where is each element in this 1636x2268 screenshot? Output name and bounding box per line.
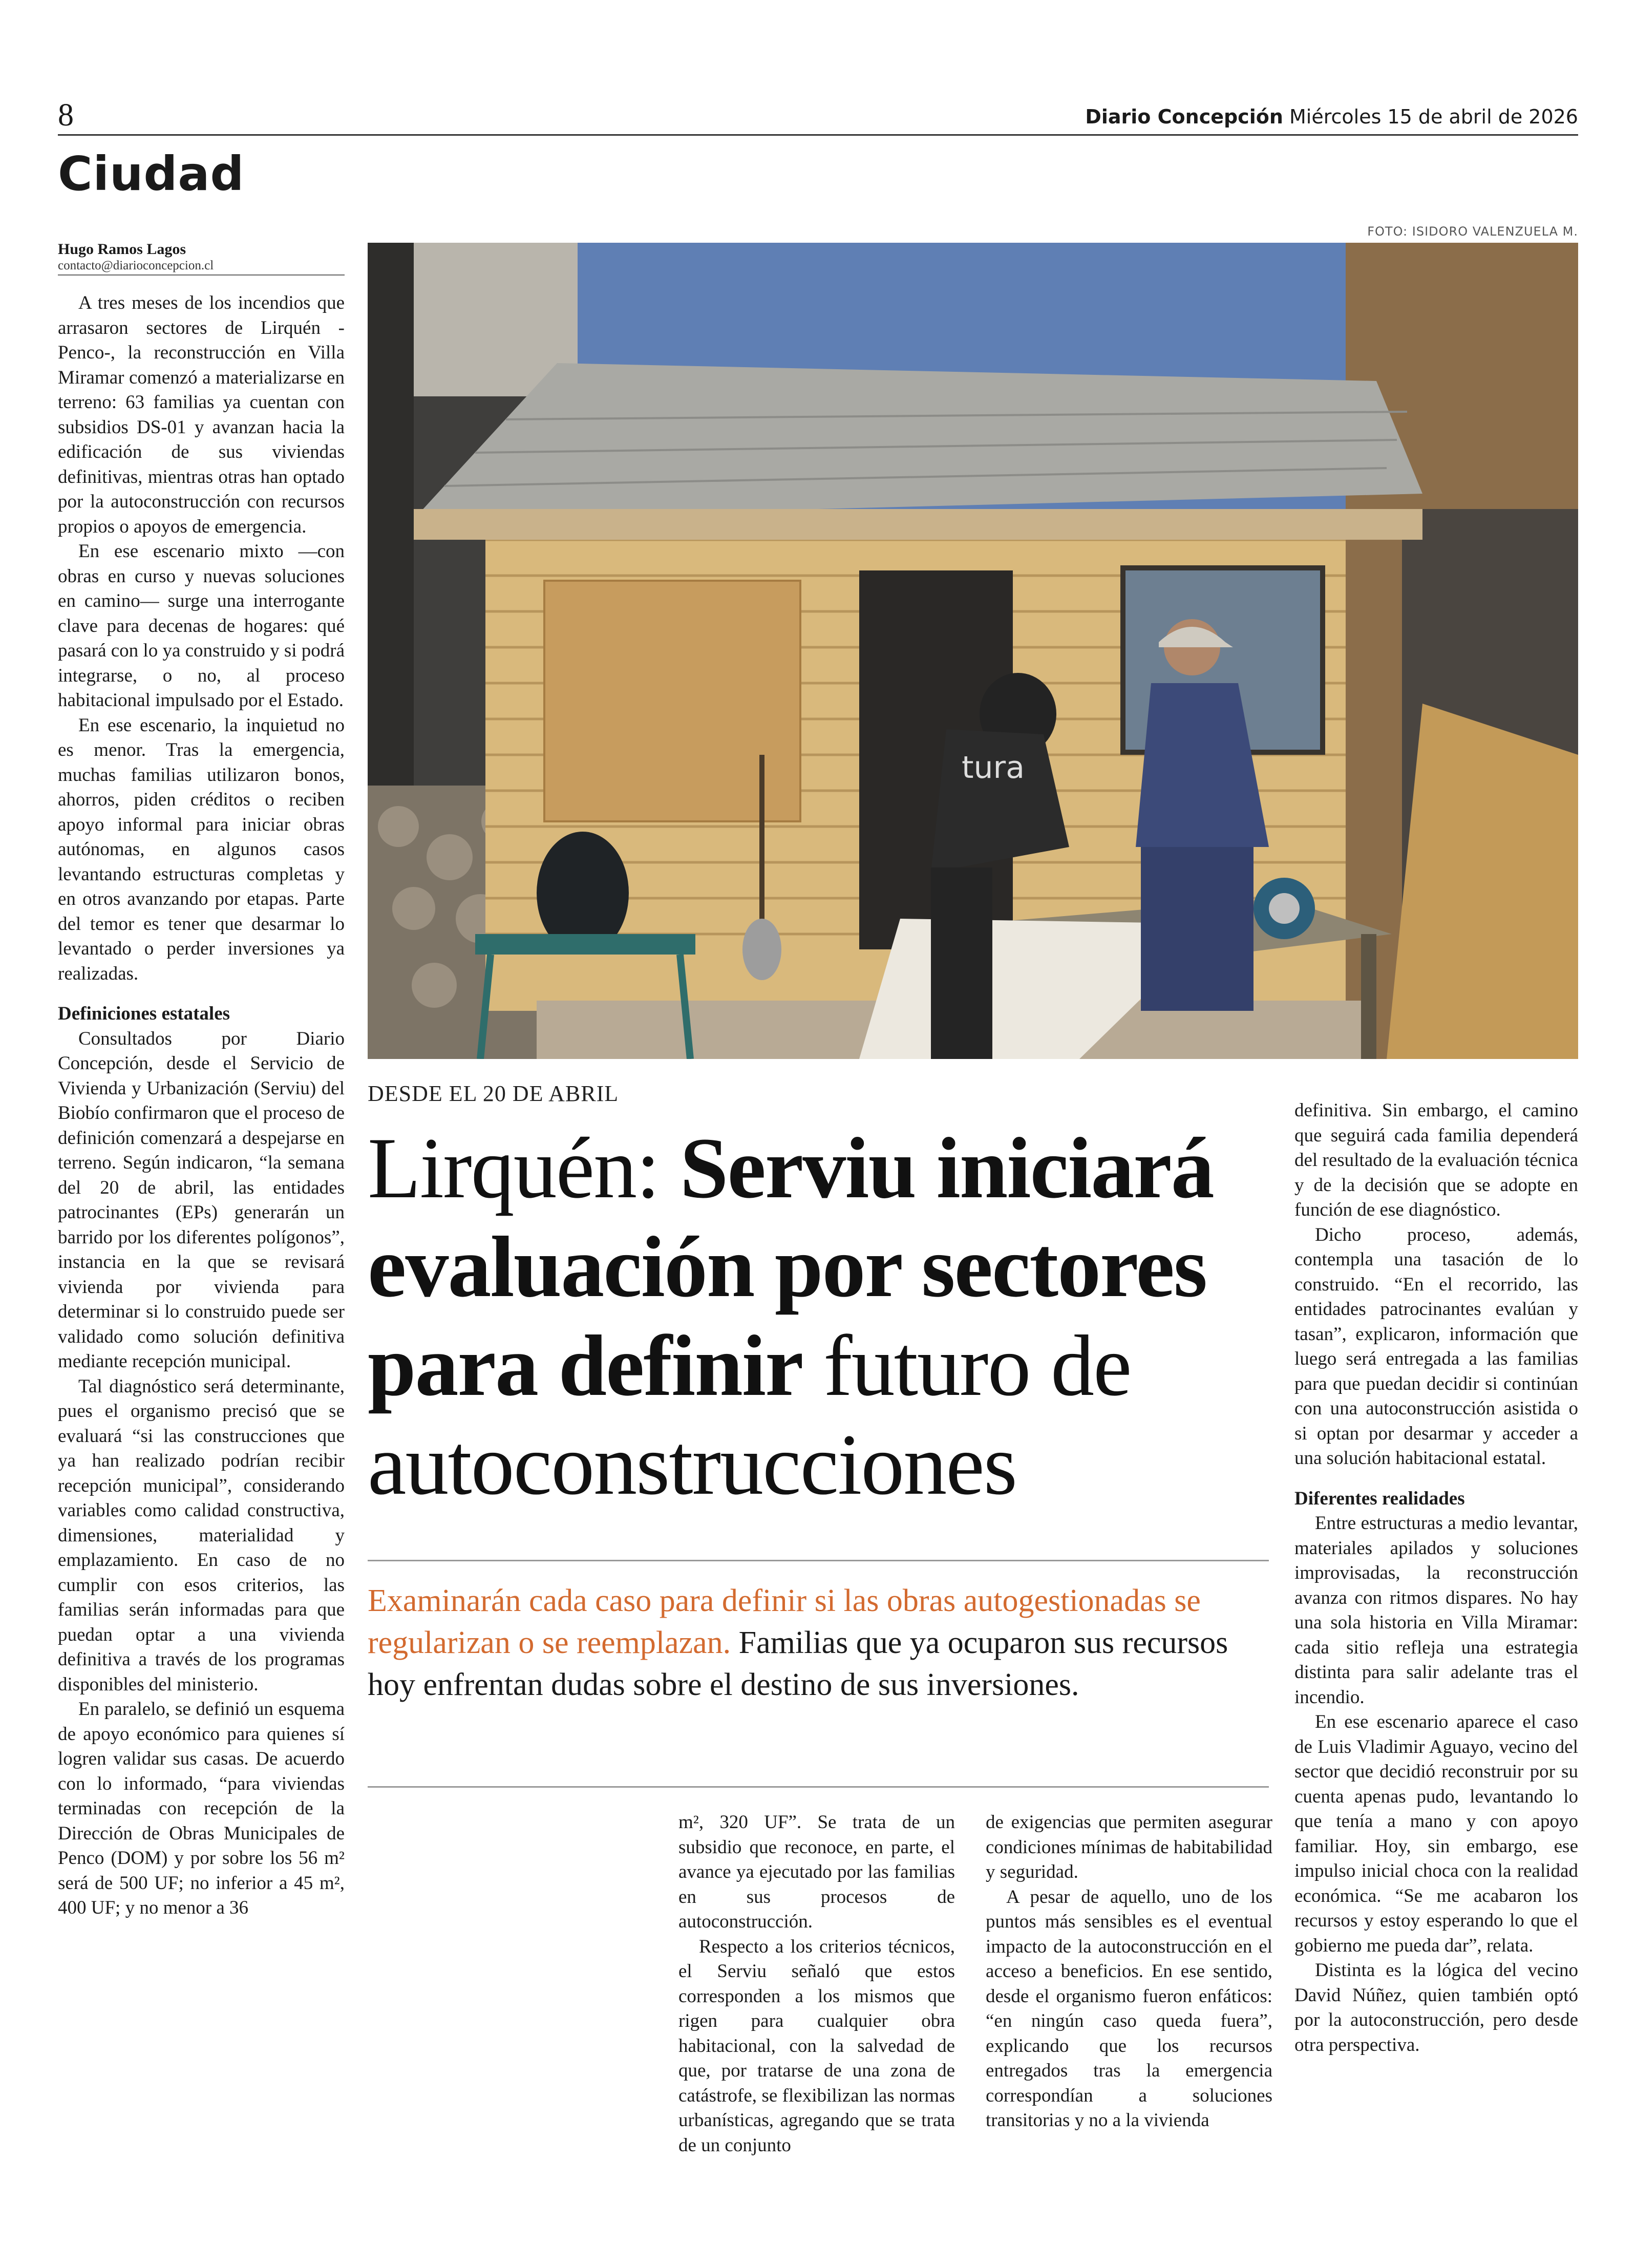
paragraph: Respecto a los criterios técnicos, el Serviu señaló que estos corresponden a los mismos que rigen para cualquier obra habitacional, con la salvedad de que, por tratarse de una zona de catástrofe, se flexibilizan las normas urbanísticas, agregando que se trata de un conjunto <box>678 1936 955 2156</box>
paragraph: Entre estructuras a medio levantar, materiales apilados y soluciones improvisadas, la reconstrucción avanza con ritmos dispares. No hay una sola historia en Villa Miramar: cada sitio refleja una estrategia distinta para salir adelante tras el incendio. <box>1294 1513 1578 1708</box>
article-photo <box>368 243 1578 1059</box>
newspaper-name: Diario Concepción <box>1085 105 1283 128</box>
article-column-4 <box>986 1810 1272 2133</box>
headline-rule <box>368 1560 1269 1561</box>
paragraph: m², 320 UF”. Se trata de un subsidio que reconoce, en parte, el avance ya ejecutado por las familias en sus procesos de autoconstrucción. <box>678 1812 955 1932</box>
byline-rule <box>58 274 345 275</box>
paragraph: En paralelo, se definió un esquema de apoyo económico para quienes sí logren validar sus casas. De acuerdo con lo informado, “para viviendas terminadas con recepción de la Dirección de Obras Municipales de Penco (DOM) y por sobre los 56 m² será de 500 UF; no inferior a 45 m², 400 UF; y no menor a 36 <box>58 1699 345 1918</box>
sweatshirt-text: tura <box>962 750 1025 786</box>
paragraph: de exigencias que permiten asegurar condiciones mínimas de habitabilidad y seguridad. <box>986 1812 1273 1882</box>
headline-part-3: futuro de autoconstrucciones <box>368 1318 1131 1513</box>
issue-date: Miércoles 15 de abril de 2026 <box>1289 105 1578 128</box>
paragraph: Consultados por Diario Concepción, desde el Servicio de Vivienda y Urbanización (Serviu) del Biobío confirmaron que el proceso de definición comenzará a despejarse en terreno. Según indicaron, “la semana del 20 de abril, las entidades patrocinantes (EPs) generarán un barrido por los diferentes polígonos”, instancia en la que se revisará vivienda por vivienda para determinar si lo construido puede ser validado como solución definitiva mediante recepción municipal. <box>58 1028 345 1372</box>
deck-rest: Familias que ya ocuparon sus recursos hoy enfrentan dudas sobre el destino de sus inversiones. <box>368 1625 1228 1702</box>
deck <box>368 1580 1269 1706</box>
paragraph: Tal diagnóstico será determinante, pues el organismo precisó que se evaluará “si las construcciones que ya han realizado podrían recibir recepción municipal”, considerando variables como calidad constructiva, dimensiones, materialidad y emplazamiento. En caso de no cumplir con esos criterios, las familias serán informadas para que puedan optar a una vivienda definitiva a través de los programas disponibles del ministerio. <box>58 1375 345 1695</box>
headline <box>368 1119 1269 1514</box>
headline-part-2: Serviu iniciará evaluación por sectores para definir <box>368 1120 1214 1414</box>
paragraph: A tres meses de los incendios que arrasaron sectores de Lirquén -Penco-, la reconstrucción en Villa Miramar comenzó a materializarse en terreno: 63 familias ya cuentan con subsidios DS-01 y avanzan hacia la edificación de sus viviendas definitivas, mientras otras han optado por la autoconstrucción con recursos propios o apoyos de emergencia. <box>58 292 345 537</box>
header-rule <box>58 134 1578 136</box>
paragraph: En ese escenario mixto —con obras en curso y nuevas soluciones en camino— surge una interrogante clave para decenas de hogares: qué pasará con lo ya construido y si podrá integrarse, o no, al proceso habitacional impulsado por el Estado. <box>58 541 345 711</box>
subheading: Definiciones estatales <box>58 1003 230 1024</box>
paragraph: En ese escenario aparece el caso de Luis Vladimir Aguayo, vecino del sector que decidió reconstruir por su cuenta apenas pudo, levantando lo que tenía a mano y con apoyo familiar. Hoy, sin embargo, ese impulso inicial choca con la realidad económica. “Se me acabaron los recursos y estoy esperando lo que el gobierno me pueda dar”, relata. <box>1294 1711 1578 1956</box>
kicker: DESDE EL 20 DE ABRIL <box>368 1081 619 1106</box>
author-name: Hugo Ramos Lagos <box>58 241 186 258</box>
masthead <box>1085 105 1578 129</box>
deck-rule <box>368 1786 1269 1788</box>
paragraph: definitiva. Sin embargo, el camino que seguirá cada familia dependerá del resultado de la evaluación técnica y de la decisión que se adopte en función de ese diagnóstico. <box>1294 1100 1578 1220</box>
article-column-5 <box>1294 1098 1578 2058</box>
article-column-1 <box>58 291 345 1921</box>
paragraph: Dicho proceso, además, contempla una tasación de lo construido. “En el recorrido, las entidades patrocinantes evalúan y tasan”, explicaron, información que luego será entregada a las familias para que puedan decidir si continúan con una autoconstrucción asistida o si optan por desarmar y acceder a una solución habitacional estatal. <box>1294 1224 1578 1469</box>
paragraph: A pesar de aquello, uno de los puntos más sensibles es el eventual impacto de la autoconstrucción en el acceso a beneficios. En ese sentido, desde el organismo fueron enfáticos: “en ningún caso queda fuera”, explicando que los recursos entregados tras la emergencia correspondían a soluciones transitorias y no a la vivienda <box>986 1886 1272 2131</box>
section-title: Ciudad <box>58 146 245 201</box>
paragraph: Distinta es la lógica del vecino David Núñez, quien también optó por la autoconstrucción, pero desde otra perspectiva. <box>1294 1960 1578 2055</box>
article-column-3 <box>678 1810 955 2158</box>
page-number: 8 <box>58 98 74 133</box>
photo-credit: FOTO: ISIDORO VALENZUELA M. <box>1367 224 1578 239</box>
byline <box>58 241 345 273</box>
author-email: contacto@diarioconcepcion.cl <box>58 259 214 272</box>
paragraph: En ese escenario, la inquietud no es menor. Tras la emergencia, muchas familias utilizaron bonos, ahorros, piden créditos o reciben apoyo informal para iniciar obras autónomas, en algunos casos levantando estructuras completas y en otros avanzando por etapas. Parte del temor es tener que desarmar lo levantado o perder inversiones ya realizadas. <box>58 714 345 984</box>
subheading: Diferentes realidades <box>1294 1488 1465 1509</box>
headline-part-1: Lirquén: <box>368 1120 680 1216</box>
deck-accent: Examinarán cada caso para definir si las obras autogestionadas se regularizan o se reemplazan. <box>368 1583 1201 1660</box>
